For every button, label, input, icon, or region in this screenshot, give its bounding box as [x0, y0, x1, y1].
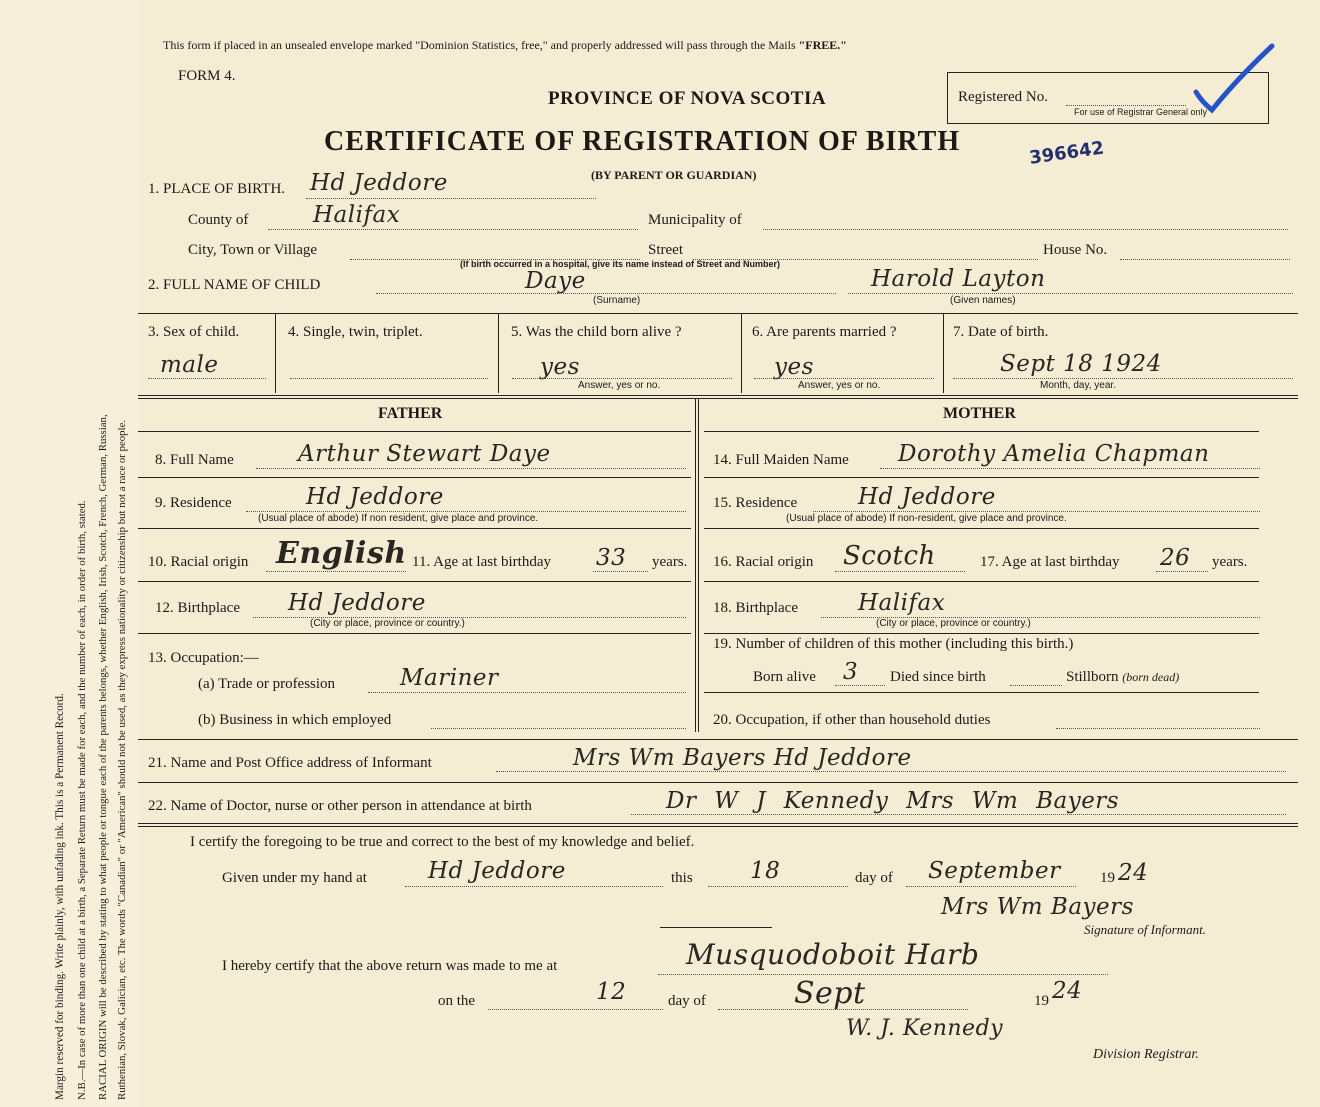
- nb-note: N.B.—In case of more than one child at a birth, a Separate Return must be made for each, and the number of each, in order of birth, stated.: [76, 500, 88, 1100]
- mother-name-label: 14. Full Maiden Name: [713, 452, 849, 468]
- mother-occupation-label: 20. Occupation, if other than household duties: [713, 712, 991, 728]
- registrar-year-prefix: 19: [1034, 993, 1049, 1009]
- father-name-label: 8. Full Name: [155, 452, 234, 468]
- father-years: years.: [652, 554, 688, 570]
- informant-label: 21. Name and Post Office address of Informant: [148, 755, 432, 771]
- registered-label: Registered No.: [958, 89, 1048, 105]
- certificate-form: [138, 0, 1320, 1107]
- certify-statement: I certify the foregoing to be true and correct to the best of my knowledge and belief.: [190, 834, 695, 850]
- street-label: Street: [648, 242, 683, 258]
- father-trade-value: Mariner: [400, 665, 499, 691]
- registrar-year-value: 24: [1052, 978, 1083, 1004]
- city-label: City, Town or Village: [188, 242, 318, 258]
- date-of-birth-value: Sept 18 1924: [1000, 351, 1162, 377]
- registration-stamp: 396642: [1028, 137, 1106, 169]
- father-occupation-label: 13. Occupation:—: [148, 650, 259, 666]
- registrar-caption: Division Registrar.: [1093, 1047, 1199, 1062]
- child-name-label: 2. FULL NAME OF CHILD: [148, 277, 321, 293]
- mother-age-value: 26: [1160, 545, 1191, 571]
- given-under-label: Given under my hand at: [222, 870, 367, 886]
- father-age-label: 11. Age at last birthday: [412, 554, 551, 570]
- informant-value: Mrs Wm Bayers Hd Jeddore: [573, 745, 912, 771]
- certify-month-value: September: [928, 858, 1061, 884]
- informant-signature: Mrs Wm Bayers: [941, 894, 1134, 920]
- mother-birthplace-caption: (City or place, province or country.): [876, 618, 1031, 629]
- binding-margin: [0, 0, 139, 1107]
- father-residence-label: 9. Residence: [155, 495, 232, 511]
- sex-label: 3. Sex of child.: [148, 324, 240, 340]
- on-the-label: on the: [438, 993, 476, 1009]
- born-alive-count-value: 3: [843, 659, 859, 685]
- father-residence-caption: (Usual place of abode) If non resident, give place and province.: [258, 513, 539, 524]
- plurality-label: 4. Single, twin, triplet.: [288, 324, 423, 340]
- stillborn-label: Stillborn (born dead): [1066, 669, 1180, 685]
- date-of-birth-caption: Month, day, year.: [1040, 380, 1116, 391]
- checkmark-icon: [1188, 40, 1278, 120]
- municipality-label: Municipality of: [648, 212, 742, 228]
- mother-age-label: 17. Age at last birthday: [980, 554, 1120, 570]
- place-of-birth-value: Hd Jeddore: [310, 170, 448, 196]
- mother-birthplace-value: Halifax: [858, 590, 946, 616]
- county-value: Halifax: [313, 202, 401, 228]
- racial-origin-note-2: Ruthenian, Slovak, Galician, etc. The words "Canadian" or "American" should not be used, as they express nationality or citizenship but not a race or people.: [116, 419, 128, 1100]
- child-given-names: Harold Layton: [871, 266, 1046, 292]
- father-racial-label: 10. Racial origin: [148, 554, 249, 570]
- house-number-label: House No.: [1043, 242, 1108, 258]
- province-heading: PROVINCE OF NOVA SCOTIA: [548, 88, 827, 109]
- father-birthplace-caption: (City or place, province or country.): [310, 618, 465, 629]
- mother-birthplace-label: 18. Birthplace: [713, 600, 798, 616]
- place-of-birth-label: 1. PLACE OF BIRTH.: [148, 181, 286, 197]
- registrar-place-value: Musquodoboit Harb: [686, 938, 980, 971]
- died-since-birth-label: Died since birth: [890, 669, 986, 685]
- this-label: this: [671, 870, 693, 886]
- hospital-note: (If birth occurred in a hospital, give its name instead of Street and Number): [460, 259, 781, 269]
- registrar-day-value: 12: [596, 979, 627, 1005]
- postal-notice: This form if placed in an unsealed envelope marked "Dominion Statistics, free," and properly addressed will pass through the Mails "FREE.": [163, 38, 847, 52]
- registrar-month-value: Sept: [794, 976, 866, 1011]
- father-racial-value: English: [276, 536, 407, 571]
- certificate-subtitle: (BY PARENT OR GUARDIAN): [591, 168, 757, 182]
- mother-name-value: Dorothy Amelia Chapman: [898, 441, 1210, 467]
- certify-day-value: 18: [750, 858, 781, 884]
- child-surname: Daye: [525, 268, 586, 294]
- mother-residence-caption: (Usual place of abode) If non-resident, give place and province.: [786, 513, 1067, 524]
- parents-married-label: 6. Are parents married ?: [752, 324, 897, 340]
- doctor-value: Dr W J Kennedy Mrs Wm Bayers: [666, 788, 1120, 814]
- born-alive-value: yes: [540, 354, 580, 380]
- mother-racial-value: Scotch: [843, 541, 936, 571]
- margin-note: Margin reserved for binding. Write plainly, with unfading ink. This is a Permanent Record.: [54, 693, 66, 1100]
- given-names-caption: (Given names): [950, 295, 1016, 306]
- father-birthplace-label: 12. Birthplace: [155, 600, 240, 616]
- father-age-value: 33: [596, 545, 627, 571]
- sex-value: male: [160, 352, 219, 378]
- mother-residence-value: Hd Jeddore: [858, 484, 996, 510]
- father-name-value: Arthur Stewart Daye: [298, 441, 551, 467]
- mother-children-label: 19. Number of children of this mother (including this birth.): [713, 636, 1074, 652]
- parents-married-value: yes: [774, 354, 814, 380]
- mother-residence-label: 15. Residence: [713, 495, 798, 511]
- father-residence-value: Hd Jeddore: [306, 484, 444, 510]
- county-label: County of: [188, 212, 249, 228]
- father-heading: FATHER: [378, 405, 443, 422]
- registrar-day-of-label: day of: [668, 993, 706, 1009]
- registrar-use-note: For use of Registrar General only: [1074, 107, 1208, 117]
- certify-year-prefix: 19: [1100, 870, 1115, 886]
- racial-origin-note-1: RACIAL ORIGIN will be described by stating to what people or tongue each of the parents belongs, whether English, Irish, Scotch, French, German, Russian,: [97, 414, 109, 1100]
- father-birthplace-value: Hd Jeddore: [288, 590, 426, 616]
- father-business-label: (b) Business in which employed: [198, 712, 392, 728]
- doctor-label: 22. Name of Doctor, nurse or other person in attendance at birth: [148, 798, 532, 814]
- parents-married-caption: Answer, yes or no.: [798, 380, 881, 391]
- registrar-signature: W. J. Kennedy: [846, 1016, 1004, 1041]
- surname-caption: (Surname): [593, 295, 641, 306]
- certify-day-of-label: day of: [855, 870, 893, 886]
- form-number: FORM 4.: [178, 68, 236, 84]
- born-alive-label: 5. Was the child born alive ?: [511, 324, 682, 340]
- born-alive-caption: Answer, yes or no.: [578, 380, 661, 391]
- mother-heading: MOTHER: [943, 405, 1016, 422]
- certificate-title: CERTIFICATE OF REGISTRATION OF BIRTH: [324, 126, 961, 157]
- registrar-statement: I hereby certify that the above return was made to me at: [222, 958, 558, 974]
- given-place-value: Hd Jeddore: [428, 858, 566, 884]
- father-trade-label: (a) Trade or profession: [198, 676, 336, 692]
- signature-caption: Signature of Informant.: [1084, 922, 1206, 937]
- mother-years: years.: [1212, 554, 1248, 570]
- mother-racial-label: 16. Racial origin: [713, 554, 814, 570]
- date-of-birth-label: 7. Date of birth.: [953, 324, 1049, 340]
- certify-year-value: 24: [1118, 860, 1149, 886]
- born-alive-count-label: Born alive: [753, 669, 816, 685]
